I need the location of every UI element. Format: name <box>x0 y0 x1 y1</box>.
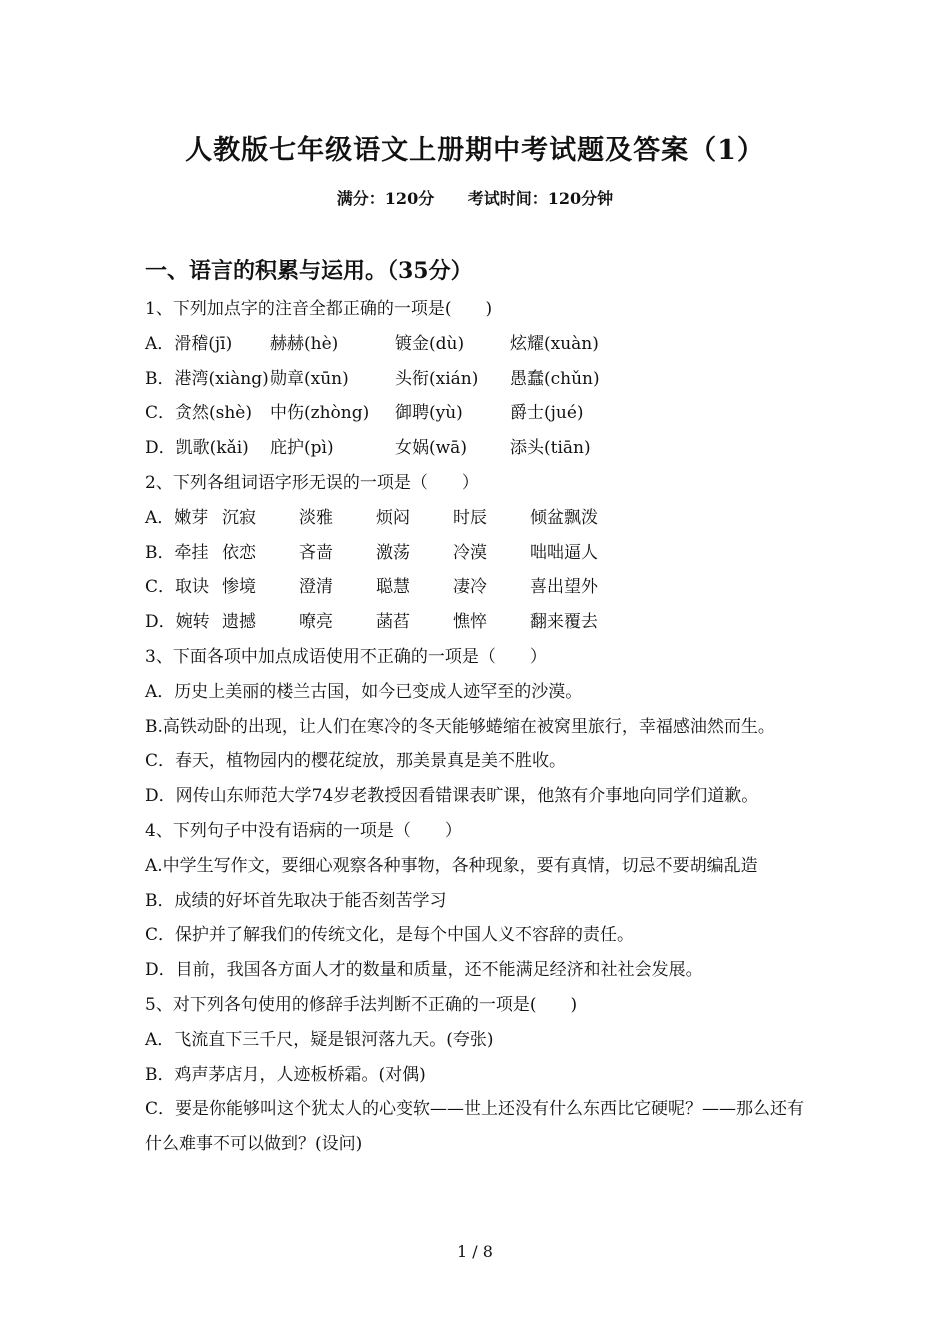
option-term: 添头(tiān) <box>510 438 591 459</box>
word: 憔悴 <box>453 612 487 633</box>
questions <box>145 292 835 1162</box>
word: 喜出望外 <box>530 577 598 598</box>
question-2-option-a <box>145 501 835 536</box>
option-term: 爵士(jué) <box>510 403 584 424</box>
question-4-option-c: C．保护并了解我们的传统文化，是每个中国人义不容辞的责任。 <box>145 925 635 946</box>
option-term: D．凯歌(kǎi) <box>145 438 249 459</box>
word: 依恋 <box>222 542 256 563</box>
question-5-option-b: B．鸡声茅店月，人迹板桥霜。(对偶) <box>145 1064 426 1085</box>
word: 聪慧 <box>376 577 410 598</box>
word: 时辰 <box>453 507 487 528</box>
question-4-option-a: A.中学生写作文，要细心观察各种事物，各种现象，要有真情，切忌不要胡编乱造 <box>145 855 758 876</box>
option-term: 愚蠢(chǔn) <box>510 368 600 389</box>
option-term: 中伤(zhòng) <box>270 403 370 424</box>
option-term: 御聘(yù) <box>395 403 463 424</box>
word: 嘹亮 <box>299 612 333 633</box>
word: 吝啬 <box>299 542 333 563</box>
option-term: 炫耀(xuàn) <box>510 333 599 354</box>
exam-info <box>0 186 950 209</box>
word: 淡雅 <box>299 507 333 528</box>
question-1-option-b <box>145 362 835 397</box>
word: 咄咄逼人 <box>530 542 598 563</box>
question-4-option-d: D．目前，我国各方面人才的数量和质量，还不能满足经济和社社会发展。 <box>145 960 703 981</box>
word: A．嫩芽 <box>145 507 209 528</box>
question-5-stem: 5、对下列各句使用的修辞手法判断不正确的一项是( ) <box>145 994 578 1015</box>
question-3-option-b: B.高铁动卧的出现，让人们在寒冷的冬天能够蜷缩在被窝里旅行，幸福感油然而生。 <box>145 716 775 737</box>
page-title: 人教版七年级语文上册期中考试题及答案（1） <box>185 135 765 166</box>
word: D．婉转 <box>145 612 210 633</box>
question-5-option-a: A．飞流直下三千尺，疑是银河落九天。(夸张) <box>145 1029 494 1050</box>
question-1-option-d <box>145 431 835 466</box>
option-term: C．贪然(shè) <box>145 403 253 424</box>
word: 惨境 <box>222 577 256 598</box>
word: 烦闷 <box>376 507 410 528</box>
page-number: 1 / 8 <box>457 1242 493 1261</box>
option-term: 女娲(wā) <box>395 438 467 459</box>
word: 激荡 <box>376 542 410 563</box>
word: B．牵挂 <box>145 542 209 563</box>
option-term: B．港湾(xiàng) <box>145 368 269 389</box>
option-term: 勋章(xūn) <box>270 368 349 389</box>
question-3-option-c: C．春天，植物园内的樱花绽放，那美景真是美不胜收。 <box>145 751 567 772</box>
exam-time: 考试时间：120分钟 <box>467 189 614 208</box>
question-2-option-b <box>145 536 835 571</box>
question-1-option-a <box>145 327 835 362</box>
word: 澄清 <box>299 577 333 598</box>
word: 冷漠 <box>453 542 487 563</box>
word: 遗撼 <box>222 612 256 633</box>
section-heading: 一、语言的积累与运用。（35分） <box>145 258 473 284</box>
word: 凄冷 <box>453 577 487 598</box>
option-term: 庇护(pì) <box>270 438 334 459</box>
word: 倾盆飘泼 <box>530 507 598 528</box>
question-1-option-c <box>145 396 835 431</box>
question-2-option-c <box>145 570 835 605</box>
full-score: 满分：120分 <box>336 189 435 208</box>
word: 翻来覆去 <box>530 612 598 633</box>
question-3-stem: 3、下面各项中加点成语使用不正确的一项是（ ） <box>145 646 547 667</box>
option-term: A．滑稽(jī) <box>145 333 233 354</box>
question-3-option-d: D．网传山东师范大学74岁老教授因看错课表旷课，他煞有介事地向同学们道歉。 <box>145 786 759 807</box>
option-term: 头衔(xián) <box>395 368 479 389</box>
option-term: 赫赫(hè) <box>270 333 339 354</box>
question-3-option-a: A．历史上美丽的楼兰古国，如今已变成人迹罕至的沙漠。 <box>145 681 583 702</box>
question-2-option-d <box>145 605 835 640</box>
question-1-stem: 1、下列加点字的注音全都正确的一项是( ) <box>145 299 493 319</box>
word: 沉寂 <box>222 507 256 528</box>
word: C．取诀 <box>145 577 210 598</box>
question-5-option-c: C．要是你能够叫这个犹太人的心变软——世上还没有什么东西比它硬呢？——那么还有什么难事不可以做到？(设问) <box>145 1099 805 1155</box>
word: 菡萏 <box>376 612 410 633</box>
question-4-option-b: B．成绩的好坏首先取决于能否刻苦学习 <box>145 890 447 911</box>
option-term: 镀金(dù) <box>395 333 465 354</box>
question-4-stem: 4、下列句子中没有语病的一项是（ ） <box>145 820 462 841</box>
question-2-stem: 2、下列各组词语字形无误的一项是（ ） <box>145 472 479 493</box>
